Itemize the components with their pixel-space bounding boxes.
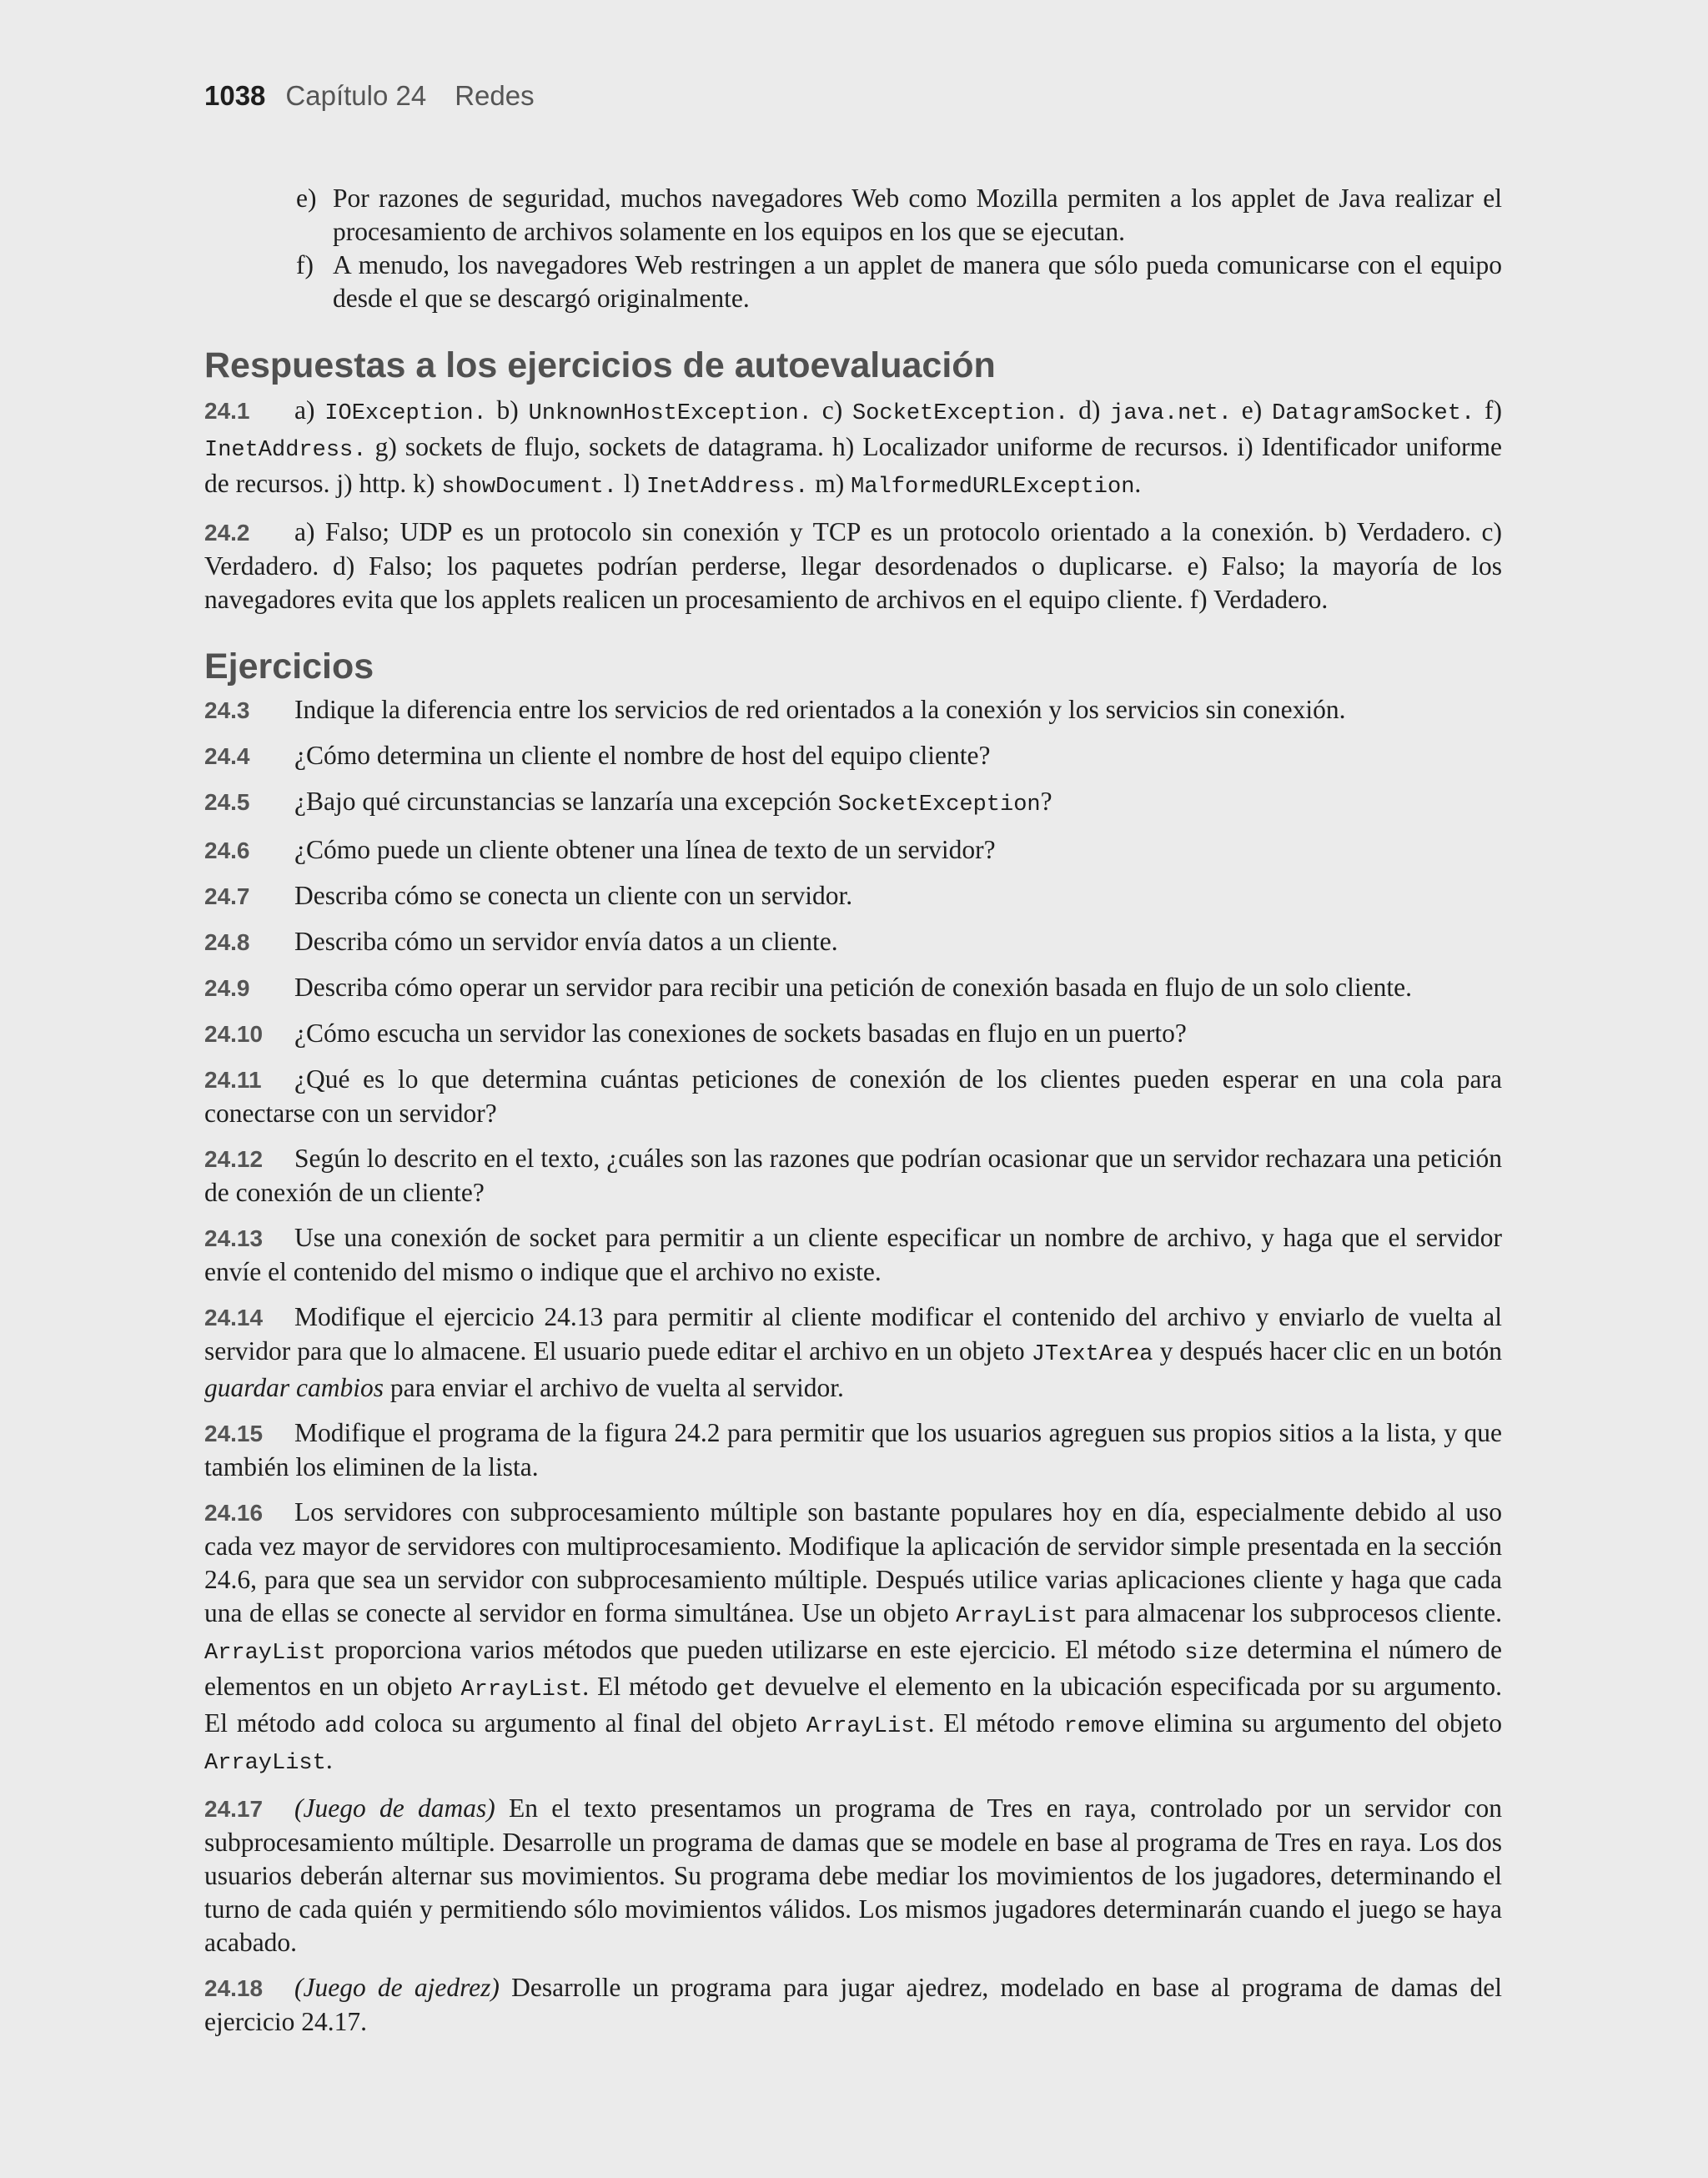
- exercise-text: ¿Cómo puede un cliente obtener una línea de texto de un servidor?: [294, 835, 996, 864]
- item-mark: f): [296, 250, 314, 279]
- exercise-text: Según lo descrito en el texto, ¿cuáles son las razones que podrían ocasionar que un servidor rechazara una petición de conexión de un cliente?: [204, 1144, 1502, 1207]
- running-head: [204, 80, 535, 112]
- page-body: [204, 182, 1502, 2050]
- exercise-24-11: [204, 1063, 1502, 1130]
- exercise-24-5: [204, 785, 1502, 822]
- exercise-24-17: [204, 1792, 1502, 1959]
- exercise-text: Los servidores con subprocesamiento múltiple son bastante populares hoy en día, especialmente debido al uso cada vez mayor de servidores con multiprocesamiento. Modifique la aplicación de servidor simple presentada en la sección 24.6, para que sea un servidor con subprocesamiento múltiple. Después utilice varias aplicaciones cliente y haga que cada una de ellas se conecte al servidor en forma simultánea. Use un objeto: [204, 1497, 1502, 1627]
- exercise-text: Desarrolle un programa para jugar ajedrez, modelado en base al programa de damas del ejercicio 24.17.: [204, 1973, 1502, 2036]
- exercise-text: devuelve el elemento en la ubicación especificada por su argumento. El método: [204, 1672, 1503, 1738]
- exercise-text: Describa cómo operar un servidor para recibir una petición de conexión basada en flujo de un solo cliente.: [294, 973, 1412, 1002]
- answer-text: a): [294, 395, 325, 425]
- chapter-title: Redes: [455, 80, 535, 111]
- exercise-text: ¿Bajo qué circunstancias se lanzaría una excepción: [294, 787, 838, 816]
- exercise-number: 24.8: [204, 929, 250, 955]
- exercise-text: . El método: [582, 1672, 716, 1701]
- emphasis-text: guardar cambios: [204, 1373, 384, 1402]
- answer-text: b): [486, 395, 529, 425]
- answer-text: d): [1068, 395, 1111, 425]
- exercise-24-4: [204, 739, 1502, 773]
- item-mark: e): [296, 184, 317, 213]
- exercise-number: 24.3: [204, 697, 250, 723]
- exercise-24-7: [204, 879, 1502, 913]
- exercise-text: En el texto presentamos un programa de Tres en raya, controlado por un servidor con subprocesamiento múltiple. Desarrolle un programa de damas que se modele en base al programa de Tres en raya. Los dos usuarios deberán alternar sus movimientos. Su programa debe mediar los movimientos de los jugadores, determinando el turno de cada quién y permitiendo sólo movimientos válidos. Los mismos jugadores determinarán cuando el juego se haya acabado.: [204, 1793, 1503, 1957]
- code-term: java.net.: [1110, 401, 1232, 426]
- answer-text: a) Falso; UDP es un protocolo sin conexión y TCP es un protocolo orientado a la conexión. b) Verdadero. c) Verdadero. d) Falso; los paquetes podrían perderse, llegar desordenados o duplicarse. e) Falso; la mayoría de los navegadores evita que los applets realicen un procesamiento de archivos en el equipo cliente. f) Verdadero.: [204, 517, 1502, 614]
- code-term: add: [324, 1714, 365, 1739]
- exercises-heading: Ejercicios: [204, 646, 374, 687]
- answer-text: l): [616, 469, 646, 498]
- exercise-number: 24.16: [204, 1500, 264, 1526]
- emphasis-text: (Juego de ajedrez): [294, 1973, 500, 2002]
- answer-text: c): [811, 395, 853, 425]
- exercise-24-6: [204, 833, 1502, 868]
- code-term: SocketException: [837, 792, 1041, 817]
- emphasis-text: (Juego de damas): [294, 1793, 495, 1823]
- code-term: remove: [1063, 1714, 1145, 1739]
- exercise-number: 24.14: [204, 1305, 264, 1330]
- code-term: ArrayList: [956, 1604, 1078, 1629]
- chapter-label: Capítulo 24: [285, 80, 427, 111]
- answer-number: 24.2: [204, 520, 250, 546]
- exercise-number: 24.7: [204, 883, 250, 909]
- code-term: IOException.: [324, 401, 487, 426]
- exercise-text: Modifique el ejercicio 24.13 para permitir al cliente modificar el contenido del archivo y enviarlo de vuelta al servidor para que lo almacene. El usuario puede editar el archivo en un objeto: [204, 1302, 1502, 1366]
- exercise-text: .: [325, 1745, 333, 1774]
- exercise-24-15: [204, 1416, 1502, 1484]
- exercise-number: 24.18: [204, 1975, 264, 2001]
- exercise-number: 24.10: [204, 1021, 264, 1047]
- exercise-text: elimina su argumento del objeto: [1144, 1708, 1502, 1738]
- exercise-24-18: [204, 1971, 1502, 2039]
- exercise-24-12: [204, 1142, 1502, 1210]
- code-term: ArrayList: [204, 1641, 326, 1666]
- exercise-text: Indique la diferencia entre los servicios de red orientados a la conexión y los servicios sin conexión.: [294, 695, 1346, 724]
- exercise-text: determina el número de elementos en un objeto: [204, 1635, 1502, 1701]
- exercise-24-10: [204, 1017, 1502, 1051]
- exercise-text: y después hacer clic en un botón: [1153, 1336, 1502, 1366]
- list-item: [296, 182, 1502, 249]
- exercise-text: Use una conexión de socket para permitir a un cliente especificar un nombre de archivo, y haga que el servidor envíe el contenido del mismo o indique que el archivo no existe.: [204, 1223, 1502, 1286]
- answers-heading: Respuestas a los ejercicios de autoevaluación: [204, 345, 996, 385]
- answer-text: f): [1474, 395, 1502, 425]
- exercise-number: 24.4: [204, 743, 250, 769]
- answer-24-2: [204, 516, 1502, 616]
- answer-number: 24.1: [204, 398, 250, 424]
- code-term: size: [1184, 1641, 1238, 1666]
- code-term: ArrayList: [460, 1678, 583, 1703]
- exercise-text: coloca su argumento al final del objeto: [364, 1708, 806, 1738]
- item-text: A menudo, los navegadores Web restringen a un applet de manera que sólo pueda comunicarse con el equipo desde el que se descargó originalmente.: [333, 250, 1502, 313]
- code-term: MalformedURLException: [851, 475, 1135, 500]
- exercise-number: 24.9: [204, 975, 250, 1001]
- item-text: Por razones de seguridad, muchos navegadores Web como Mozilla permiten a los applet de Java realizar el procesamiento de archivos solamente en los equipos en los que se ejecutan.: [333, 184, 1502, 246]
- code-term: SocketException.: [852, 401, 1069, 426]
- exercise-number: 24.13: [204, 1225, 264, 1251]
- exercise-text: Modifique el programa de la figura 24.2 para permitir que los usuarios agreguen sus propios sitios a la lista, y que también los eliminen de la lista.: [204, 1418, 1502, 1481]
- page-number: 1038: [204, 80, 266, 111]
- exercise-24-9: [204, 971, 1502, 1005]
- code-term: UnknownHostException.: [528, 401, 812, 426]
- code-term: ArrayList: [204, 1751, 326, 1776]
- exercise-24-16: [204, 1496, 1502, 1780]
- exercise-number: 24.12: [204, 1146, 264, 1172]
- exercise-number: 24.17: [204, 1796, 264, 1822]
- exercise-24-13: [204, 1221, 1502, 1289]
- code-term: ArrayList: [806, 1714, 928, 1739]
- code-term: get: [716, 1678, 757, 1703]
- list-item: [296, 249, 1502, 315]
- code-term: InetAddress.: [646, 475, 809, 500]
- answer-text: m): [808, 469, 851, 498]
- exercise-text: Describa cómo se conecta un cliente con un servidor.: [294, 881, 853, 910]
- exercise-text: para enviar el archivo de vuelta al servidor.: [383, 1373, 844, 1402]
- answer-24-1: [204, 394, 1502, 504]
- exercise-text: ?: [1040, 787, 1052, 816]
- exercise-number: 24.15: [204, 1421, 264, 1446]
- exercise-text: para almacenar los subprocesos cliente.: [1078, 1598, 1502, 1627]
- exercise-number: 24.6: [204, 837, 250, 863]
- exercise-24-8: [204, 925, 1502, 959]
- exercise-text: proporciona varios métodos que pueden utilizarse en este ejercicio. El método: [325, 1635, 1185, 1664]
- code-term: InetAddress.: [204, 438, 367, 463]
- code-term: DatagramSocket.: [1272, 401, 1475, 426]
- exercise-text: ¿Qué es lo que determina cuántas peticiones de conexión de los clientes pueden esperar en una cola para conectarse con un servidor?: [204, 1064, 1502, 1128]
- exercise-text: ¿Cómo escucha un servidor las conexiones de sockets basadas en flujo en un puerto?: [294, 1019, 1187, 1048]
- answer-text: e): [1231, 395, 1273, 425]
- exercise-24-3: [204, 693, 1502, 727]
- exercise-text: . El método: [927, 1708, 1064, 1738]
- exercise-number: 24.11: [204, 1067, 262, 1093]
- answer-text: g) sockets de flujo, sockets de datagrama. h) Localizador uniforme de recursos. i) Identificador uniforme de recursos. j) http. k): [204, 432, 1502, 498]
- exercise-text: ¿Cómo determina un cliente el nombre de host del equipo cliente?: [294, 741, 991, 770]
- exercise-text: Describa cómo un servidor envía datos a un cliente.: [294, 927, 838, 956]
- code-term: showDocument.: [441, 475, 617, 500]
- exercise-24-14: [204, 1300, 1502, 1405]
- answer-text: .: [1134, 469, 1142, 498]
- code-term: JTextArea: [1031, 1342, 1153, 1367]
- exercise-number: 24.5: [204, 789, 250, 815]
